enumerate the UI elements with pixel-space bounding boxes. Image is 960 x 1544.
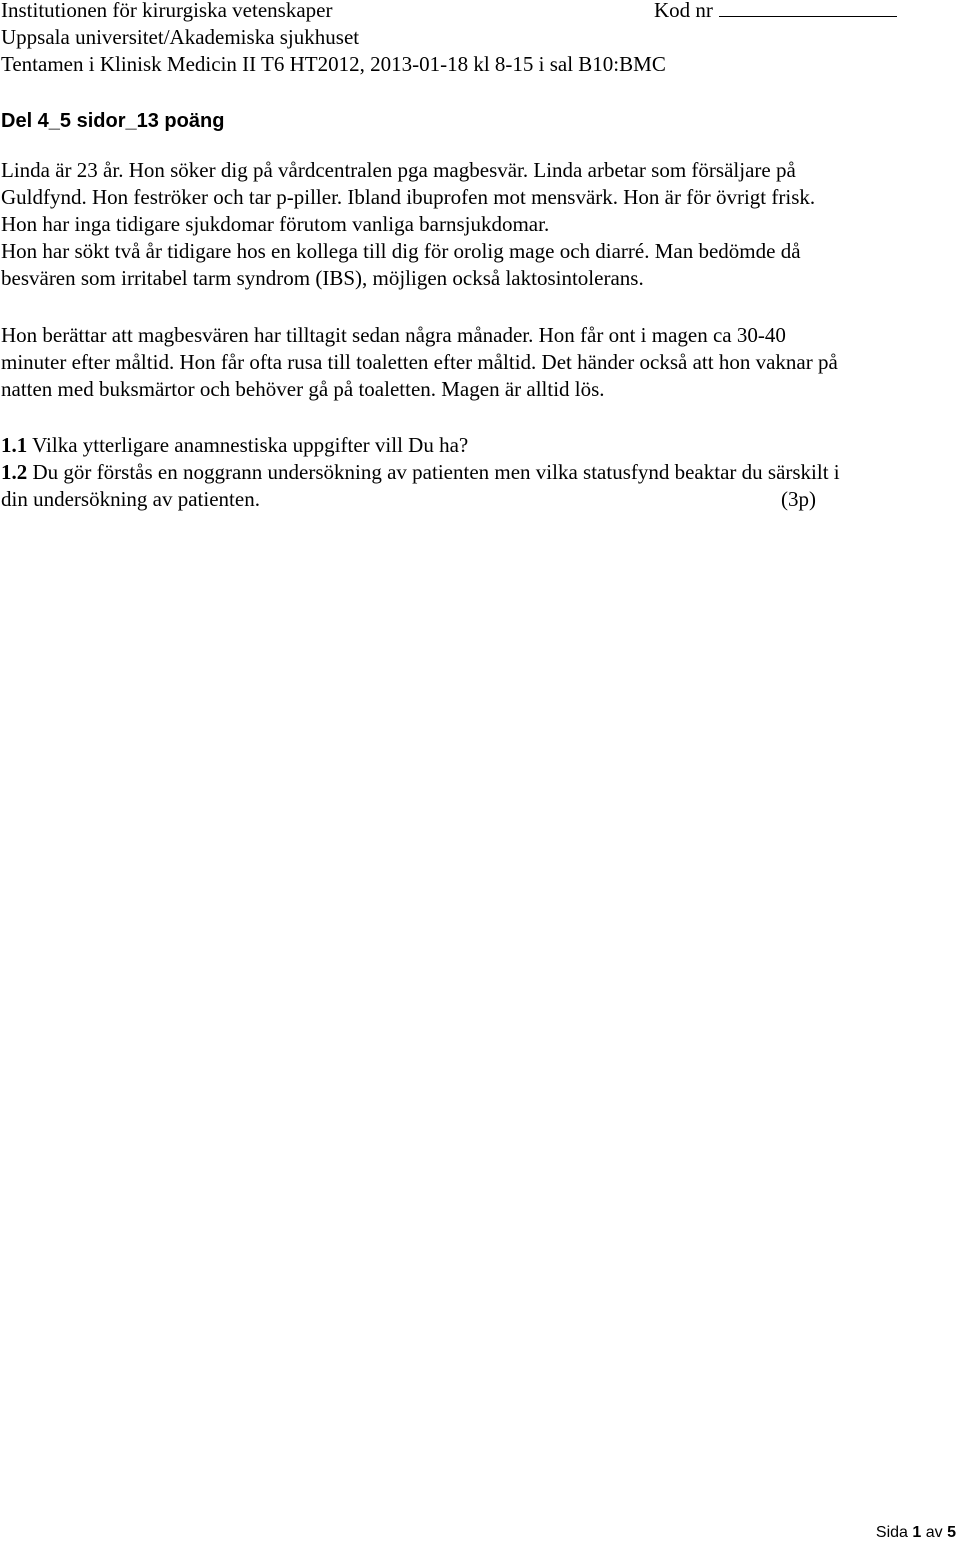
question-number: 1.1 (1, 433, 28, 457)
question-text: Vilka ytterligare anamnestiska uppgifter vill Du ha? (27, 433, 469, 457)
case-line: besvären som irritabel tarm syndrom (IBS), möjligen också laktosintolerans. (1, 266, 644, 290)
case-line: Hon berättar att magbesvären har tilltagit sedan några månader. Hon får ont i magen ca 30-40 (1, 323, 786, 347)
institution-name: Institutionen för kirurgiska vetenskaper (1, 0, 333, 22)
page-number: 1 (912, 1524, 922, 1541)
case-line: Hon har sökt två år tidigare hos en kollega till dig för orolig mage och diarré. Man bedömde då (1, 239, 801, 263)
question-points: (3p) (781, 487, 816, 511)
exam-title: Tentamen i Klinisk Medicin II T6 HT2012, 2013-01-18 kl 8-15 i sal B10:BMC (1, 52, 666, 76)
footer-middle: av (921, 1524, 948, 1541)
case-line: Hon har inga tidigare sjukdomar förutom vanliga barnsjukdomar. (1, 212, 550, 236)
section-title: Del 4_5 sidor_13 poäng (1, 110, 225, 132)
question-1-2-continuation: din undersökning av patienten. (1, 487, 260, 511)
question-number: 1.2 (1, 460, 28, 484)
case-line: minuter efter måltid. Hon får ofta rusa till toaletten efter måltid. Det händer också att hon vaknar på (1, 350, 838, 374)
code-blank-line (719, 0, 897, 17)
case-line: Guldfynd. Hon feströker och tar p-piller. Ibland ibuprofen mot mensvärk. Hon är för övrigt frisk. (1, 185, 816, 209)
university-name: Uppsala universitet/Akademiska sjukhuset (1, 25, 360, 49)
page-total: 5 (947, 1524, 956, 1541)
code-field (654, 0, 897, 23)
question-1-1 (1, 432, 468, 458)
footer-prefix: Sida (875, 1524, 913, 1541)
question-text: Du gör förstås en noggrann undersökning av patienten men vilka statusfynd beaktar du särskilt i (27, 460, 840, 484)
question-1-2 (1, 459, 840, 485)
case-line: natten med buksmärtor och behöver gå på toaletten. Magen är alltid lös. (1, 377, 605, 401)
code-label: Kod nr (654, 0, 713, 22)
header-row (1, 0, 959, 23)
case-line: Linda är 23 år. Hon söker dig på vårdcentralen pga magbesvär. Linda arbetar som försäljare på (1, 158, 796, 182)
page-footer (876, 1523, 956, 1543)
